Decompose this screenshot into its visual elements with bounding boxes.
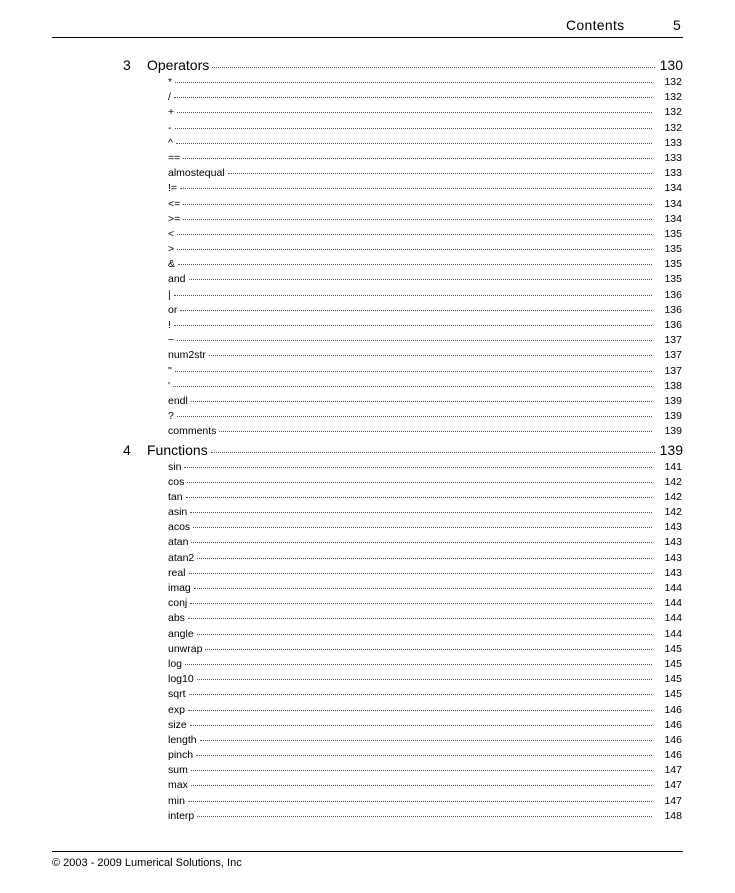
dot-leader [183, 219, 652, 220]
entry-page-number: 148 [664, 809, 682, 822]
entry-page-number: 134 [664, 212, 682, 225]
dot-leader [205, 649, 652, 650]
toc-entry-line [168, 611, 682, 626]
toc-entry-line [168, 475, 682, 490]
entry-label: != [168, 182, 178, 195]
entry-page-number: 133 [664, 136, 682, 149]
chapter-number: 4 [123, 441, 131, 458]
footer-divider [52, 851, 683, 852]
dot-leader [188, 618, 652, 619]
toc-entry-row[interactable] [0, 460, 735, 475]
dot-leader [177, 112, 652, 113]
dot-leader [212, 67, 655, 68]
entry-label: num2str [168, 349, 206, 362]
entry-page-number: 136 [664, 303, 682, 316]
header-divider [52, 37, 683, 38]
toc-entry-line [168, 460, 682, 475]
entry-label: almostequal [168, 167, 225, 180]
toc-entry-row[interactable] [0, 151, 735, 166]
toc-entry-row[interactable] [0, 121, 735, 136]
toc-entry-line [168, 794, 682, 809]
entry-label: sum [168, 764, 188, 777]
toc-entry-row[interactable] [0, 520, 735, 535]
toc-entry-line [168, 809, 682, 824]
entry-label: atan [168, 536, 189, 549]
dot-leader [219, 431, 652, 432]
dot-leader [185, 664, 652, 665]
dot-leader [200, 740, 652, 741]
entry-label: ' [168, 379, 171, 392]
dot-leader [188, 801, 652, 802]
toc-entry-line [168, 424, 682, 439]
entry-label: pinch [168, 749, 194, 762]
entry-page-number: 138 [664, 379, 682, 392]
dot-leader [176, 143, 652, 144]
toc-entry-row[interactable] [0, 490, 735, 505]
entry-page-number: 139 [664, 425, 682, 438]
entry-page-number: 141 [664, 460, 682, 473]
dot-leader [175, 82, 652, 83]
toc-entry-row[interactable] [0, 551, 735, 566]
entry-page-number: 139 [664, 394, 682, 407]
dot-leader [191, 785, 652, 786]
entry-label: & [168, 258, 176, 271]
entry-page-number: 132 [664, 106, 682, 119]
chapter-number: 3 [123, 57, 131, 73]
entry-page-number: 135 [664, 227, 682, 240]
dot-leader [191, 542, 652, 543]
dot-leader [194, 588, 652, 589]
dot-leader [189, 279, 652, 280]
dot-leader [183, 158, 652, 159]
toc-entry-line [168, 288, 682, 303]
entry-label: | [168, 288, 171, 301]
toc-entry-line [168, 105, 682, 120]
toc-entry-line [168, 227, 682, 242]
entry-page-number: 134 [664, 182, 682, 195]
dot-leader [174, 97, 652, 98]
toc-entry-line [168, 151, 682, 166]
entry-page-number: 136 [664, 288, 682, 301]
toc-entry-row[interactable] [0, 672, 735, 687]
entry-label: ~ [168, 334, 175, 347]
entry-page-number: 145 [664, 688, 682, 701]
entry-label: * [168, 76, 173, 88]
toc-entry-row[interactable] [0, 379, 735, 394]
toc-entry-line [168, 642, 682, 657]
dot-leader [177, 234, 652, 235]
dot-leader [197, 816, 652, 817]
toc-entry-line [168, 763, 682, 778]
page-header [0, 15, 735, 37]
entry-label: exp [168, 703, 185, 716]
toc-entry-row[interactable] [0, 627, 735, 642]
toc-entry-line [168, 121, 682, 136]
entry-label: ! [168, 319, 171, 331]
dot-leader [173, 386, 652, 387]
entry-label: unwrap [168, 642, 203, 655]
dot-leader [193, 527, 652, 528]
entry-label: asin [168, 506, 188, 519]
entry-page-number: 137 [664, 349, 682, 362]
toc-entry-line [168, 166, 682, 181]
running-header-title: Contents [566, 17, 625, 33]
toc-entry-row[interactable] [0, 794, 735, 809]
entry-label: real [168, 566, 186, 579]
entry-page-number: 142 [664, 475, 682, 488]
toc-entry-row[interactable] [0, 687, 735, 702]
toc-entry-row[interactable] [0, 718, 735, 733]
entry-page-number: 146 [664, 733, 682, 746]
dot-leader [174, 295, 652, 296]
toc-entry-row[interactable] [0, 535, 735, 550]
toc-entry-line [168, 75, 682, 90]
toc-entry-row[interactable] [0, 763, 735, 778]
entry-label: log10 [168, 673, 194, 686]
entry-page-number: 143 [664, 521, 682, 534]
dot-leader [186, 497, 652, 498]
toc-entry-row[interactable] [0, 90, 735, 105]
entry-label: conj [168, 597, 188, 610]
toc-chapter-row[interactable] [0, 440, 735, 460]
entry-label: ? [168, 410, 174, 423]
toc-entry-line [168, 379, 682, 394]
toc-entry-line [168, 409, 682, 424]
toc-entry-row[interactable] [0, 611, 735, 626]
entry-label: size [168, 718, 187, 731]
toc-entry-row[interactable] [0, 733, 735, 748]
entry-label: min [168, 794, 185, 807]
toc-entry-line [168, 181, 682, 196]
table-of-contents [0, 55, 735, 824]
dot-leader [190, 512, 652, 513]
dot-leader [175, 128, 653, 129]
entry-page-number: 135 [664, 273, 682, 286]
toc-entry-row[interactable] [0, 303, 735, 318]
toc-entry-row[interactable] [0, 227, 735, 242]
toc-entry-row[interactable] [0, 136, 735, 151]
entry-page-number: 132 [664, 121, 682, 134]
entry-page-number: 137 [664, 364, 682, 377]
entry-label: imag [168, 582, 191, 594]
entry-page-number: 139 [664, 410, 682, 423]
toc-entry-line [168, 535, 682, 550]
dot-leader [184, 467, 652, 468]
dot-leader [191, 770, 652, 771]
dot-leader [190, 725, 652, 726]
toc-entry-line [168, 672, 682, 687]
toc-entry-line [168, 581, 682, 596]
entry-label: " [168, 364, 172, 377]
toc-entry-line [168, 90, 682, 105]
dot-leader [197, 634, 652, 635]
entry-page-number: 147 [664, 794, 682, 807]
toc-entry-line [168, 303, 682, 318]
toc-chapter-line [147, 55, 683, 75]
entry-page-number: 137 [664, 334, 682, 347]
dot-leader [211, 452, 655, 453]
chapter-title: Functions [147, 441, 208, 458]
entry-page-number: 143 [664, 566, 682, 579]
entry-page-number: 146 [664, 749, 682, 762]
toc-entry-row[interactable] [0, 424, 735, 439]
entry-label: max [168, 779, 188, 792]
dot-leader [183, 204, 652, 205]
toc-entry-line [168, 566, 682, 581]
toc-entry-line [168, 490, 682, 505]
entry-label: atan2 [168, 551, 195, 564]
entry-page-number: 132 [664, 91, 682, 104]
dot-leader [177, 416, 652, 417]
toc-entry-row[interactable] [0, 703, 735, 718]
entry-label: abs [168, 612, 185, 625]
entry-label: or [168, 303, 178, 316]
entry-page-number: 144 [664, 612, 682, 625]
toc-chapter-line [147, 440, 683, 460]
toc-entry-row[interactable] [0, 105, 735, 120]
entry-page-number: 145 [664, 657, 682, 670]
entry-label: >= [168, 212, 181, 225]
toc-entry-line [168, 364, 682, 379]
entry-page-number: 143 [664, 536, 682, 549]
entry-label: comments [168, 425, 217, 438]
toc-entry-line [168, 551, 682, 566]
copyright-footer: © 2003 - 2009 Lumerical Solutions, Inc [52, 857, 242, 869]
entry-label: - [168, 121, 172, 134]
entry-page-number: 142 [664, 506, 682, 519]
entry-label: ^ [168, 136, 173, 149]
toc-entry-line [168, 212, 682, 227]
entry-label: > [168, 243, 175, 256]
entry-page-number: 144 [664, 597, 682, 610]
dot-leader [209, 355, 652, 356]
entry-label: / [168, 91, 171, 104]
dot-leader [177, 249, 652, 250]
entry-page-number: 134 [664, 197, 682, 210]
toc-entry-line [168, 733, 682, 748]
entry-label: cos [168, 475, 185, 488]
toc-entry-row[interactable] [0, 272, 735, 287]
toc-entry-row[interactable] [0, 657, 735, 672]
toc-entry-row[interactable] [0, 642, 735, 657]
toc-entry-line [168, 520, 682, 535]
entry-label: sin [168, 460, 182, 473]
toc-entry-line [168, 687, 682, 702]
dot-leader [188, 710, 652, 711]
toc-entry-row[interactable] [0, 75, 735, 90]
entry-label: interp [168, 809, 195, 822]
toc-entry-row[interactable] [0, 348, 735, 363]
toc-entry-row[interactable] [0, 166, 735, 181]
toc-entry-row[interactable] [0, 394, 735, 409]
chapter-page-number: 130 [659, 57, 683, 73]
toc-entry-line [168, 318, 682, 333]
entry-page-number: 144 [664, 627, 682, 640]
entry-page-number: 132 [664, 76, 682, 88]
toc-entry-line [168, 778, 682, 793]
entry-label: acos [168, 521, 191, 534]
entry-label: angle [168, 627, 194, 640]
entry-page-number: 133 [664, 167, 682, 180]
toc-entry-line [168, 348, 682, 363]
entry-page-number: 145 [664, 673, 682, 686]
toc-entry-row[interactable] [0, 809, 735, 824]
toc-entry-row[interactable] [0, 596, 735, 611]
toc-entry-line [168, 394, 682, 409]
toc-entry-line [168, 748, 682, 763]
entry-label: == [168, 151, 181, 164]
toc-entry-line [168, 505, 682, 520]
toc-entry-row[interactable] [0, 409, 735, 424]
toc-entry-row[interactable] [0, 197, 735, 212]
dot-leader [197, 558, 652, 559]
entry-label: < [168, 227, 175, 240]
toc-entry-line [168, 703, 682, 718]
chapter-title: Operators [147, 57, 210, 73]
toc-entry-row[interactable] [0, 748, 735, 763]
toc-entry-line [168, 596, 682, 611]
chapter-page-number: 139 [659, 441, 683, 458]
dot-leader [187, 482, 652, 483]
dot-leader [190, 603, 652, 604]
dot-leader [191, 401, 652, 402]
toc-entry-line [168, 242, 682, 257]
toc-entry-row[interactable] [0, 581, 735, 596]
dot-leader [180, 310, 652, 311]
dot-leader [189, 694, 652, 695]
toc-entry-line [168, 197, 682, 212]
toc-entry-row[interactable] [0, 212, 735, 227]
entry-label: length [168, 733, 197, 746]
entry-label: endl [168, 394, 188, 407]
page-number: 5 [673, 17, 681, 33]
toc-entry-row[interactable] [0, 318, 735, 333]
dot-leader [189, 573, 652, 574]
toc-entry-row[interactable] [0, 257, 735, 272]
toc-entry-row[interactable] [0, 505, 735, 520]
entry-page-number: 142 [664, 490, 682, 503]
entry-page-number: 133 [664, 151, 682, 164]
toc-entry-line [168, 627, 682, 642]
dot-leader [197, 679, 652, 680]
toc-chapter-row[interactable] [0, 55, 735, 75]
entry-label: sqrt [168, 688, 186, 701]
toc-entry-line [168, 136, 682, 151]
entry-page-number: 135 [664, 243, 682, 256]
entry-page-number: 144 [664, 582, 682, 594]
entry-label: + [168, 106, 175, 119]
entry-page-number: 146 [664, 718, 682, 731]
toc-entry-line [168, 257, 682, 272]
entry-page-number: 135 [664, 258, 682, 271]
toc-entry-row[interactable] [0, 181, 735, 196]
toc-entry-row[interactable] [0, 364, 735, 379]
toc-entry-line [168, 657, 682, 672]
entry-page-number: 147 [664, 764, 682, 777]
entry-page-number: 146 [664, 703, 682, 716]
dot-leader [180, 188, 652, 189]
entry-page-number: 147 [664, 779, 682, 792]
dot-leader [177, 340, 652, 341]
dot-leader [196, 755, 652, 756]
toc-entry-row[interactable] [0, 475, 735, 490]
dot-leader [228, 173, 652, 174]
entry-label: log [168, 657, 183, 670]
entry-page-number: 145 [664, 642, 682, 655]
toc-entry-line [168, 718, 682, 733]
toc-entry-line [168, 333, 682, 348]
toc-entry-row[interactable] [0, 778, 735, 793]
entry-label: tan [168, 490, 183, 503]
dot-leader [178, 264, 652, 265]
toc-entry-row[interactable] [0, 566, 735, 581]
entry-page-number: 143 [664, 551, 682, 564]
dot-leader [175, 371, 652, 372]
toc-entry-row[interactable] [0, 333, 735, 348]
toc-entry-row[interactable] [0, 288, 735, 303]
toc-entry-row[interactable] [0, 242, 735, 257]
dot-leader [174, 325, 652, 326]
toc-entry-line [168, 272, 682, 287]
entry-page-number: 136 [664, 319, 682, 331]
entry-label: <= [168, 197, 181, 210]
entry-label: and [168, 273, 186, 286]
